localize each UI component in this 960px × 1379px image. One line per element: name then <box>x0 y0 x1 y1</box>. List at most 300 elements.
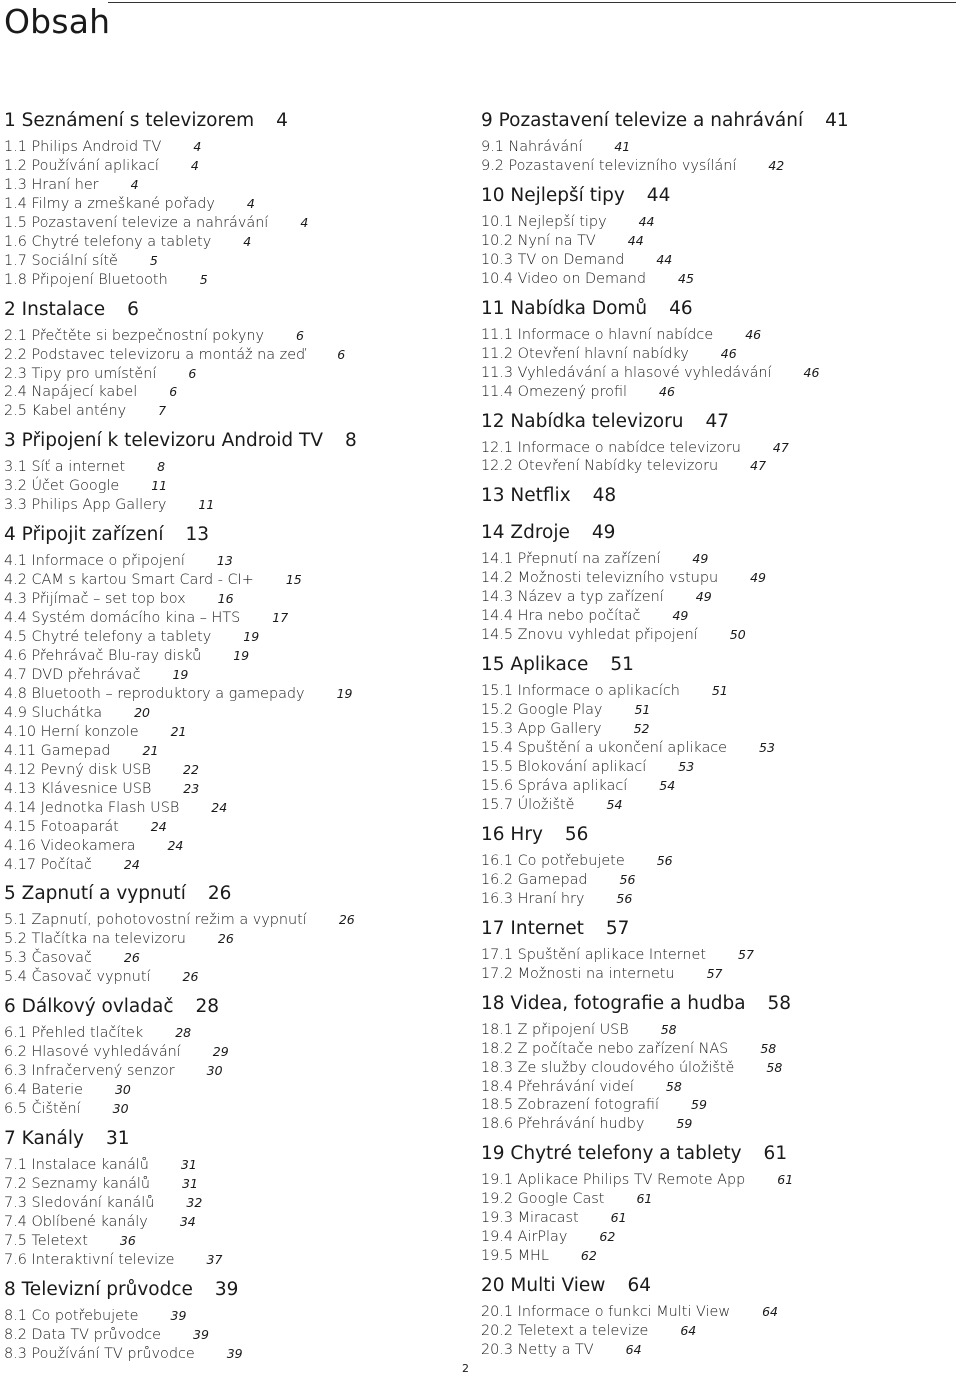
toc-section <box>481 296 951 409</box>
toc-section-heading[interactable] <box>481 916 951 942</box>
toc-entry-title: 4.5 Chytré telefony a tablety <box>4 629 212 646</box>
toc-entry-page: 19 <box>243 629 260 645</box>
toc-entry[interactable] <box>4 930 474 949</box>
toc-section-title: 16 Hry <box>481 823 543 845</box>
toc-entry[interactable] <box>4 327 474 346</box>
section-spacer <box>481 1134 951 1141</box>
toc-entry-title: 18.4 Přehrávání videí <box>481 1078 634 1095</box>
toc-entry[interactable] <box>481 1040 951 1059</box>
toc-section <box>481 483 951 520</box>
toc-entry-page: 21 <box>142 742 159 758</box>
toc-entry-title: 20.3 Netty a TV <box>481 1342 594 1359</box>
toc-entry-page: 16 <box>217 591 234 607</box>
toc-entry-page: 13 <box>216 553 233 569</box>
toc-entry[interactable] <box>481 364 951 383</box>
toc-entry[interactable] <box>4 1232 474 1251</box>
section-spacer <box>4 874 474 881</box>
toc-entry-page: 44 <box>627 232 644 248</box>
toc-entry-title: 4.6 Přehrávač Blu-ray disků <box>4 648 202 665</box>
page-number: 2 <box>462 1362 469 1375</box>
toc-section-title: 12 Nabídka televizoru <box>481 410 684 432</box>
toc-entry[interactable] <box>481 965 951 984</box>
toc-section-heading[interactable] <box>481 520 951 546</box>
toc-entry-title: 8.3 Používání TV průvodce <box>4 1345 195 1362</box>
toc-section-page: 46 <box>669 297 693 319</box>
toc-entry-page: 62 <box>580 1248 597 1264</box>
toc-entry[interactable] <box>4 1156 474 1175</box>
toc-entry-page: 23 <box>183 780 200 796</box>
toc-entry-page: 42 <box>768 157 785 173</box>
toc-section-heading[interactable] <box>481 409 951 435</box>
toc-entry[interactable] <box>481 626 951 645</box>
section-spacer <box>481 289 951 296</box>
toc-entry-page: 46 <box>720 345 737 361</box>
toc-entry[interactable] <box>481 1171 951 1190</box>
section-spacer <box>4 290 474 297</box>
toc-entry-page: 6 <box>337 346 346 362</box>
toc-entry-page: 26 <box>182 969 199 985</box>
toc-section <box>4 108 474 297</box>
toc-section-page: 58 <box>767 992 792 1014</box>
toc-entry-title: 15.6 Správa aplikací <box>481 777 628 794</box>
toc-section <box>481 822 951 916</box>
toc-entry[interactable] <box>481 796 951 815</box>
toc-entry-title: 11.1 Informace o hlavní nabídce <box>481 326 714 343</box>
toc-entry[interactable] <box>481 326 951 345</box>
toc-entry-title: 9.1 Nahrávání <box>481 139 583 155</box>
toc-entry-page: 53 <box>759 740 775 756</box>
toc-entry[interactable] <box>4 496 474 515</box>
toc-entry-title: 5.1 Zapnutí, pohotovostní režim a vypnutí <box>4 912 307 929</box>
toc-section <box>481 108 951 183</box>
toc-section-title: 4 Připojit zařízení <box>4 524 164 546</box>
toc-entry-title: 4.14 Jednotka Flash USB <box>4 799 180 816</box>
toc-entry[interactable] <box>4 1175 474 1194</box>
toc-section-title: 20 Multi View <box>481 1275 606 1297</box>
toc-entry[interactable] <box>4 458 474 477</box>
toc-entry[interactable] <box>4 1307 474 1326</box>
toc-section-heading[interactable] <box>481 483 951 509</box>
toc-section-heading[interactable] <box>481 296 951 322</box>
toc-entry-page: 51 <box>711 683 728 699</box>
toc-section-title: 3 Připojení k televizoru Android TV <box>4 430 323 452</box>
toc-entry[interactable] <box>4 1062 474 1081</box>
toc-entry[interactable] <box>481 1209 951 1228</box>
toc-entry-page: 8 <box>157 459 166 475</box>
toc-entry-title: 2.3 Tipy pro umístění <box>4 365 157 382</box>
toc-entry[interactable] <box>481 383 951 402</box>
toc-entry[interactable] <box>4 346 474 365</box>
toc-entry[interactable] <box>4 1251 474 1270</box>
toc-entry[interactable] <box>4 1326 474 1345</box>
toc-entry[interactable] <box>4 780 474 799</box>
toc-entry-page: 58 <box>766 1059 783 1075</box>
toc-entry[interactable] <box>481 758 951 777</box>
toc-section-page: 47 <box>705 410 729 432</box>
toc-entry-title: 18.1 Z připojení USB <box>481 1021 629 1038</box>
toc-entry-title: 20.1 Informace o funkci Multi View <box>481 1304 731 1321</box>
toc-section-title: 5 Zapnutí a vypnutí <box>4 883 186 905</box>
toc-entry[interactable] <box>4 214 474 233</box>
toc-entry-page: 34 <box>179 1213 196 1229</box>
toc-entry[interactable] <box>4 176 474 195</box>
toc-section-title: 11 Nabídka Domů <box>481 297 648 319</box>
toc-entry-title: 14.2 Možnosti televizního vstupu <box>481 570 719 587</box>
toc-entry-page: 56 <box>616 890 633 906</box>
toc-entry-page: 64 <box>762 1304 779 1320</box>
toc-entry[interactable] <box>4 1081 474 1100</box>
toc-entry-title: 6.5 Čištění <box>4 1101 81 1118</box>
toc-entry[interactable] <box>4 1345 474 1364</box>
section-spacer <box>4 1364 474 1371</box>
toc-entry-title: 9.2 Pozastavení televizního vysílání <box>481 157 737 174</box>
toc-entry[interactable] <box>481 1341 951 1360</box>
toc-entry[interactable] <box>4 138 474 157</box>
toc-entry[interactable] <box>4 383 474 402</box>
toc-entry-page: 44 <box>638 213 655 229</box>
toc-entry-title: 4.8 Bluetooth – reproduktory a gamepady <box>4 685 305 702</box>
toc-entry[interactable] <box>481 1059 951 1078</box>
toc-entry-page: 24 <box>211 799 228 815</box>
toc-entry-page: 52 <box>633 721 650 737</box>
toc-entry-title: 15.4 Spuštění a ukončení aplikace <box>481 740 728 757</box>
toc-entry[interactable] <box>4 1024 474 1043</box>
toc-entry[interactable] <box>4 402 474 421</box>
section-spacer <box>481 513 951 520</box>
toc-entry-title: 7.2 Seznamy kanálů <box>4 1175 151 1192</box>
toc-entry-title: 15.5 Blokování aplikací <box>481 759 647 776</box>
toc-entry[interactable] <box>4 723 474 742</box>
toc-entry[interactable] <box>4 1100 474 1119</box>
toc-entry[interactable] <box>481 1078 951 1097</box>
toc-entry-title: 1.1 Philips Android TV <box>4 139 162 155</box>
toc-entry-title: 17.2 Možnosti na internetu <box>481 965 675 982</box>
toc-entry[interactable] <box>4 799 474 818</box>
toc-section-heading[interactable] <box>4 994 474 1020</box>
toc-entry-page: 59 <box>691 1097 707 1113</box>
toc-entry[interactable] <box>4 1043 474 1062</box>
toc-entry-title: 7.4 Oblíbené kanály <box>4 1213 148 1230</box>
toc-entry[interactable] <box>481 1303 951 1322</box>
section-spacer <box>481 909 951 916</box>
toc-entry-title: 2.1 Přečtěte si bezpečnostní pokyny <box>4 327 265 344</box>
toc-entry-page: 57 <box>738 946 754 962</box>
toc-left-column <box>4 108 474 1371</box>
toc-entry-page: 49 <box>750 570 767 586</box>
toc-entry[interactable] <box>481 871 951 890</box>
toc-entry-title: 14.5 Znovu vyhledat připojení <box>481 627 698 644</box>
toc-entry[interactable] <box>481 1096 951 1115</box>
toc-entry-title: 15.3 App Gallery <box>481 721 602 738</box>
toc-entry-title: 4.10 Herní konzole <box>4 723 139 740</box>
toc-entry[interactable] <box>4 365 474 384</box>
toc-entry[interactable] <box>4 647 474 666</box>
toc-entry-page: 39 <box>193 1326 209 1342</box>
toc-section-heading[interactable] <box>4 108 474 134</box>
toc-entry-title: 4.13 Klávesnice USB <box>4 780 152 797</box>
toc-entry[interactable] <box>481 439 951 458</box>
toc-entry-page: 20 <box>134 704 151 720</box>
toc-entry-title: 6.2 Hlasové vyhledávání <box>4 1044 181 1061</box>
toc-entry-title: 2.5 Kabel antény <box>4 403 127 420</box>
toc-entry-title: 4.4 Systém domácího kina – HTS <box>4 610 241 627</box>
toc-entry[interactable] <box>481 890 951 909</box>
toc-right-column <box>481 108 951 1367</box>
toc-entry-title: 5.2 Tlačítka na televizoru <box>4 931 186 948</box>
toc-entry-page: 28 <box>175 1025 192 1041</box>
toc-section-heading[interactable] <box>481 108 951 134</box>
toc-entry[interactable] <box>481 232 951 251</box>
toc-entry-page: 17 <box>272 610 289 626</box>
toc-entry-page: 4 <box>130 176 139 192</box>
toc-entry-page: 4 <box>190 157 199 173</box>
toc-section-heading[interactable] <box>481 1273 951 1299</box>
toc-section <box>481 916 951 991</box>
toc-entry-title: 10.3 TV on Demand <box>481 251 625 268</box>
toc-entry[interactable] <box>4 818 474 837</box>
toc-entry[interactable] <box>4 685 474 704</box>
toc-entry-page: 56 <box>656 852 673 868</box>
toc-section-heading[interactable] <box>4 428 474 454</box>
toc-entry[interactable] <box>481 213 951 232</box>
toc-entry-page: 61 <box>636 1191 653 1207</box>
toc-entry-title: 14.4 Hra nebo počítač <box>481 608 641 625</box>
toc-entry[interactable] <box>481 1021 951 1040</box>
toc-entry-title: 19.5 MHL <box>481 1248 549 1265</box>
toc-entry[interactable] <box>481 1115 951 1134</box>
toc-section-heading[interactable] <box>4 297 474 323</box>
toc-entry-page: 7 <box>158 403 167 419</box>
toc-entry[interactable] <box>481 588 951 607</box>
toc-entry-title: 12.2 Otevření Nabídky televizoru <box>481 458 719 475</box>
section-spacer <box>481 984 951 991</box>
toc-entry[interactable] <box>4 571 474 590</box>
toc-section <box>4 297 474 429</box>
toc-entry[interactable] <box>4 609 474 628</box>
toc-entry-title: 6.3 Infračervený senzor <box>4 1063 175 1080</box>
toc-entry[interactable] <box>4 742 474 761</box>
toc-entry[interactable] <box>4 761 474 780</box>
toc-entry-page: 58 <box>665 1078 682 1094</box>
toc-entry[interactable] <box>4 856 474 875</box>
toc-entry-title: 19.1 Aplikace Philips TV Remote App <box>481 1172 746 1189</box>
section-spacer <box>481 176 951 183</box>
section-spacer <box>481 1266 951 1273</box>
toc-section-heading[interactable] <box>4 1277 474 1303</box>
toc-entry[interactable] <box>481 251 951 270</box>
toc-entry[interactable] <box>481 1228 951 1247</box>
toc-entry-page: 50 <box>729 627 746 643</box>
toc-entry-page: 61 <box>777 1172 794 1188</box>
toc-entry[interactable] <box>481 682 951 701</box>
toc-entry-title: 7.1 Instalace kanálů <box>4 1157 149 1174</box>
toc-section <box>4 1126 474 1277</box>
toc-entry-page: 46 <box>803 364 820 380</box>
toc-entry-title: 1.2 Používání aplikací <box>4 157 159 174</box>
toc-entry-title: 12.1 Informace o nabídce televizoru <box>481 439 741 456</box>
toc-entry[interactable] <box>481 1190 951 1209</box>
toc-section-page: 61 <box>763 1143 788 1165</box>
toc-section-heading[interactable] <box>4 881 474 907</box>
toc-entry-page: 61 <box>610 1210 627 1226</box>
toc-entry[interactable] <box>4 968 474 987</box>
toc-entry-title: 5.3 Časovač <box>4 950 92 967</box>
toc-section-title: 19 Chytré telefony a tablety <box>481 1143 742 1165</box>
toc-entry-page: 46 <box>659 383 675 399</box>
toc-entry-title: 20.2 Teletext a televize <box>481 1323 649 1340</box>
toc-entry[interactable] <box>4 552 474 571</box>
toc-entry[interactable] <box>481 607 951 626</box>
toc-entry-title: 7.6 Interaktivní televize <box>4 1251 175 1268</box>
toc-section-page: 26 <box>207 883 232 905</box>
toc-entry[interactable] <box>4 590 474 609</box>
toc-entry-title: 4.2 CAM s kartou Smart Card - CI+ <box>4 572 254 589</box>
toc-entry-page: 64 <box>625 1342 642 1358</box>
toc-entry[interactable] <box>4 628 474 647</box>
toc-section-heading[interactable] <box>481 1141 951 1167</box>
toc-entry[interactable] <box>481 270 951 289</box>
toc-section-title: 9 Pozastavení televize a nahrávání <box>481 110 804 131</box>
toc-entry-page: 15 <box>285 572 302 588</box>
toc-entry-page: 31 <box>180 1157 197 1173</box>
toc-entry[interactable] <box>481 946 951 965</box>
toc-entry-page: 47 <box>750 458 767 474</box>
toc-entry-title: 11.3 Vyhledávání a hlasové vyhledávání <box>481 364 772 381</box>
toc-entry-page: 19 <box>172 666 189 682</box>
toc-entry-title: 15.1 Informace o aplikacích <box>481 683 680 700</box>
toc-entry[interactable] <box>4 911 474 930</box>
toc-entry[interactable] <box>481 777 951 796</box>
toc-entry[interactable] <box>481 852 951 871</box>
section-spacer <box>4 421 474 428</box>
toc-entry[interactable] <box>481 1247 951 1266</box>
toc-section-page: 57 <box>605 917 630 939</box>
toc-entry-title: 4.16 Videokamera <box>4 837 136 854</box>
toc-entry-page: 30 <box>112 1101 129 1117</box>
toc-entry-page: 6 <box>188 365 197 381</box>
toc-entry-page: 30 <box>114 1082 131 1098</box>
toc-section-title: 7 Kanály <box>4 1128 84 1150</box>
toc-entry-title: 4.1 Informace o připojení <box>4 553 185 570</box>
toc-entry-page: 24 <box>123 856 140 872</box>
toc-entry-page: 57 <box>706 965 723 981</box>
toc-entry[interactable] <box>481 739 951 758</box>
toc-section-heading[interactable] <box>481 991 951 1017</box>
toc-section-page: 56 <box>564 823 589 845</box>
toc-section-heading[interactable] <box>481 652 951 678</box>
toc-entry-page: 59 <box>676 1116 693 1132</box>
toc-entry[interactable] <box>481 457 951 476</box>
toc-entry-page: 56 <box>619 871 636 887</box>
toc-entry[interactable] <box>4 477 474 496</box>
toc-entry[interactable] <box>4 195 474 214</box>
toc-entry[interactable] <box>481 701 951 720</box>
toc-entry-title: 17.1 Spuštění aplikace Internet <box>481 946 707 963</box>
toc-entry-page: 22 <box>183 761 199 777</box>
toc-entry-title: 19.2 Google Cast <box>481 1191 605 1208</box>
toc-section <box>481 409 951 484</box>
toc-entry[interactable] <box>4 1213 474 1232</box>
toc-entry-page: 64 <box>680 1323 697 1339</box>
toc-section <box>481 652 951 822</box>
toc-entry-title: 8.1 Co potřebujete <box>4 1307 139 1324</box>
toc-entry[interactable] <box>4 704 474 723</box>
section-spacer <box>4 987 474 994</box>
toc-entry-page: 49 <box>692 551 709 567</box>
toc-section-heading[interactable] <box>481 183 951 209</box>
toc-entry-title: 16.2 Gamepad <box>481 871 588 888</box>
toc-entry-page: 5 <box>199 271 208 287</box>
toc-entry-page: 46 <box>745 326 762 342</box>
toc-entry[interactable] <box>481 550 951 569</box>
toc-entry-page: 6 <box>169 384 178 400</box>
toc-section-page: 48 <box>592 485 617 507</box>
toc-section-page: 39 <box>214 1278 239 1300</box>
toc-entry-title: 15.7 Úložiště <box>481 796 575 813</box>
toc-entry[interactable] <box>4 949 474 968</box>
toc-entry[interactable] <box>4 252 474 271</box>
toc-section-heading[interactable] <box>4 1126 474 1152</box>
toc-entry-title: 2.4 Napájecí kabel <box>4 384 138 401</box>
toc-section-page: 49 <box>591 522 616 544</box>
toc-entry-page: 47 <box>772 439 789 455</box>
toc-entry-title: 11.2 Otevření hlavní nabídky <box>481 345 689 362</box>
toc-entry-title: 16.1 Co potřebujete <box>481 852 625 869</box>
toc-entry-title: 18.5 Zobrazení fotografií <box>481 1097 659 1114</box>
toc-entry[interactable] <box>481 1322 951 1341</box>
toc-section-heading[interactable] <box>4 522 474 548</box>
toc-entry-page: 26 <box>217 931 234 947</box>
toc-entry-title: 10.1 Nejlepší tipy <box>481 213 607 230</box>
toc-entry[interactable] <box>481 157 951 176</box>
toc-section <box>4 881 474 994</box>
toc-entry-page: 26 <box>338 912 355 928</box>
toc-entry-title: 14.3 Název a typ zařízení <box>481 589 664 606</box>
toc-entry-page: 54 <box>659 777 676 793</box>
toc-entry-title: 1.8 Připojení Bluetooth <box>4 271 168 288</box>
toc-entry[interactable] <box>481 138 951 157</box>
page-title: Obsah <box>4 2 111 41</box>
toc-section-page: 51 <box>610 654 634 676</box>
toc-entry[interactable] <box>4 1194 474 1213</box>
toc-entry-page: 37 <box>206 1251 223 1267</box>
toc-entry-page: 62 <box>599 1229 616 1245</box>
toc-entry[interactable] <box>4 271 474 290</box>
toc-entry-title: 3.3 Philips App Gallery <box>4 497 167 514</box>
toc-entry-page: 4 <box>300 214 309 230</box>
toc-entry[interactable] <box>481 720 951 739</box>
toc-entry[interactable] <box>481 569 951 588</box>
toc-entry-page: 51 <box>634 702 651 718</box>
toc-entry[interactable] <box>4 666 474 685</box>
toc-section-heading[interactable] <box>481 822 951 848</box>
toc-section-page: 4 <box>276 110 288 131</box>
toc-entry[interactable] <box>4 233 474 252</box>
toc-entry-title: 7.5 Teletext <box>4 1232 88 1249</box>
toc-entry[interactable] <box>4 837 474 856</box>
toc-section-title: 15 Aplikace <box>481 654 589 676</box>
toc-section-title: 6 Dálkový ovladač <box>4 996 174 1018</box>
toc-entry[interactable] <box>4 157 474 176</box>
toc-entry-page: 49 <box>695 589 712 605</box>
toc-entry-page: 29 <box>212 1044 229 1060</box>
toc-entry[interactable] <box>481 345 951 364</box>
toc-entry-page: 30 <box>206 1063 223 1079</box>
toc-section <box>4 522 474 881</box>
toc-entry-page: 39 <box>226 1345 243 1361</box>
toc-entry-title: 18.2 Z počítače nebo zařízení NAS <box>481 1040 729 1057</box>
toc-entry-title: 6.1 Přehled tlačítek <box>4 1025 144 1042</box>
